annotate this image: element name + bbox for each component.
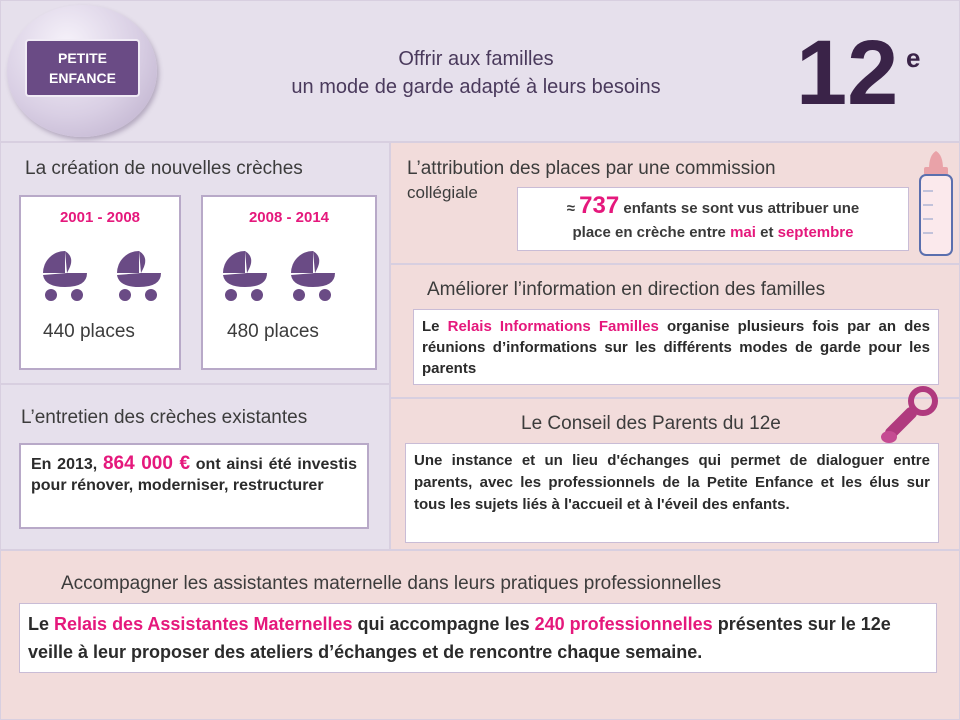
period-label-1: 2001 - 2008 — [59, 209, 141, 226]
petite-enfance-badge — [7, 5, 157, 137]
assistantes-text-mid: qui accompagne les — [357, 614, 530, 634]
places-2: 480 places — [227, 321, 319, 342]
information-highlight: Relais Informations Familles — [447, 318, 659, 335]
badge-line2: ENFANCE — [49, 70, 116, 86]
assistantes-box — [19, 603, 937, 673]
period-card-2 — [201, 195, 377, 370]
period-card-1 — [19, 195, 181, 370]
badge-label — [25, 39, 140, 97]
attribution-month1: mai — [730, 224, 756, 241]
creation-section — [0, 142, 390, 384]
entretien-title: L’entretien des crèches existantes — [21, 407, 308, 428]
assistantes-text-post: présentes sur le 12e veille à leur proposer des ateliers d’échanges et de rencontre chaque semaine. — [28, 614, 891, 662]
period-label-2: 2008 - 2014 — [248, 209, 330, 226]
assistantes-text-pre: Le — [28, 614, 50, 634]
information-text-pre: Le — [422, 318, 440, 335]
attribution-box — [517, 187, 909, 251]
arrondissement-suffix: e — [906, 43, 921, 73]
pacifier-icon — [881, 383, 941, 447]
pram-icon — [35, 243, 95, 303]
information-title: Améliorer l’information en direction des familles — [427, 279, 826, 300]
page-title — [221, 45, 731, 101]
information-text-post: organise plusieurs fois par an des réunions d’informations sur les différents modes de garde pour les parents — [422, 318, 930, 377]
attribution-and: et — [760, 224, 774, 241]
attribution-title-line1: L’attribution des places par une commission — [407, 158, 776, 179]
arrondissement-number: 12 — [796, 22, 899, 124]
title-line2: un mode de garde adapté à leurs besoins — [291, 76, 661, 98]
places-1: 440 places — [43, 321, 135, 342]
assistantes-section — [0, 550, 960, 720]
information-box — [413, 309, 939, 385]
header — [0, 0, 960, 142]
conseil-box — [405, 443, 939, 543]
entretien-amount: 864 000 € — [102, 453, 191, 474]
assistantes-highlight2: 240 professionnelles — [534, 614, 713, 634]
assistantes-title: Accompagner les assistantes maternelle dans leurs pratiques professionnelles — [61, 573, 722, 594]
entretien-box — [19, 443, 369, 529]
attribution-month2: septembre — [777, 224, 854, 241]
attribution-section — [390, 142, 960, 264]
attribution-text1: enfants se sont vus attribuer une — [623, 200, 860, 217]
creation-title: La création de nouvelles crèches — [25, 158, 303, 179]
conseil-title: Le Conseil des Parents du 12e — [521, 413, 781, 434]
title-line1: Offrir aux familles — [398, 48, 554, 70]
entretien-text-pre: En 2013, — [31, 456, 98, 473]
attribution-text2: place en crèche entre — [572, 224, 726, 241]
conseil-text: Une instance et un lieu d'échanges qui permet de dialoguer entre parents, avec les professionnels de la Petite Enfance et les élus sur tous les sujets liés à l'accueil et à l'éveil des enfants. — [414, 452, 930, 513]
information-section — [390, 264, 960, 398]
badge-line1: PETITE — [57, 50, 107, 66]
pram-icon — [109, 243, 169, 303]
assistantes-highlight1: Relais des Assistantes Maternelles — [54, 614, 353, 634]
entretien-text-post: ont ainsi été investis pour rénover, moderniser, restructurer — [31, 456, 358, 494]
attribution-count: 737 — [579, 192, 620, 219]
approx-sign: ≈ — [566, 200, 575, 217]
conseil-section — [390, 398, 960, 550]
entretien-section — [0, 384, 390, 550]
pram-icon — [215, 243, 275, 303]
baby-bottle-icon — [915, 147, 957, 259]
pram-icon — [283, 243, 343, 303]
attribution-title-line2: collégiale — [407, 183, 478, 202]
